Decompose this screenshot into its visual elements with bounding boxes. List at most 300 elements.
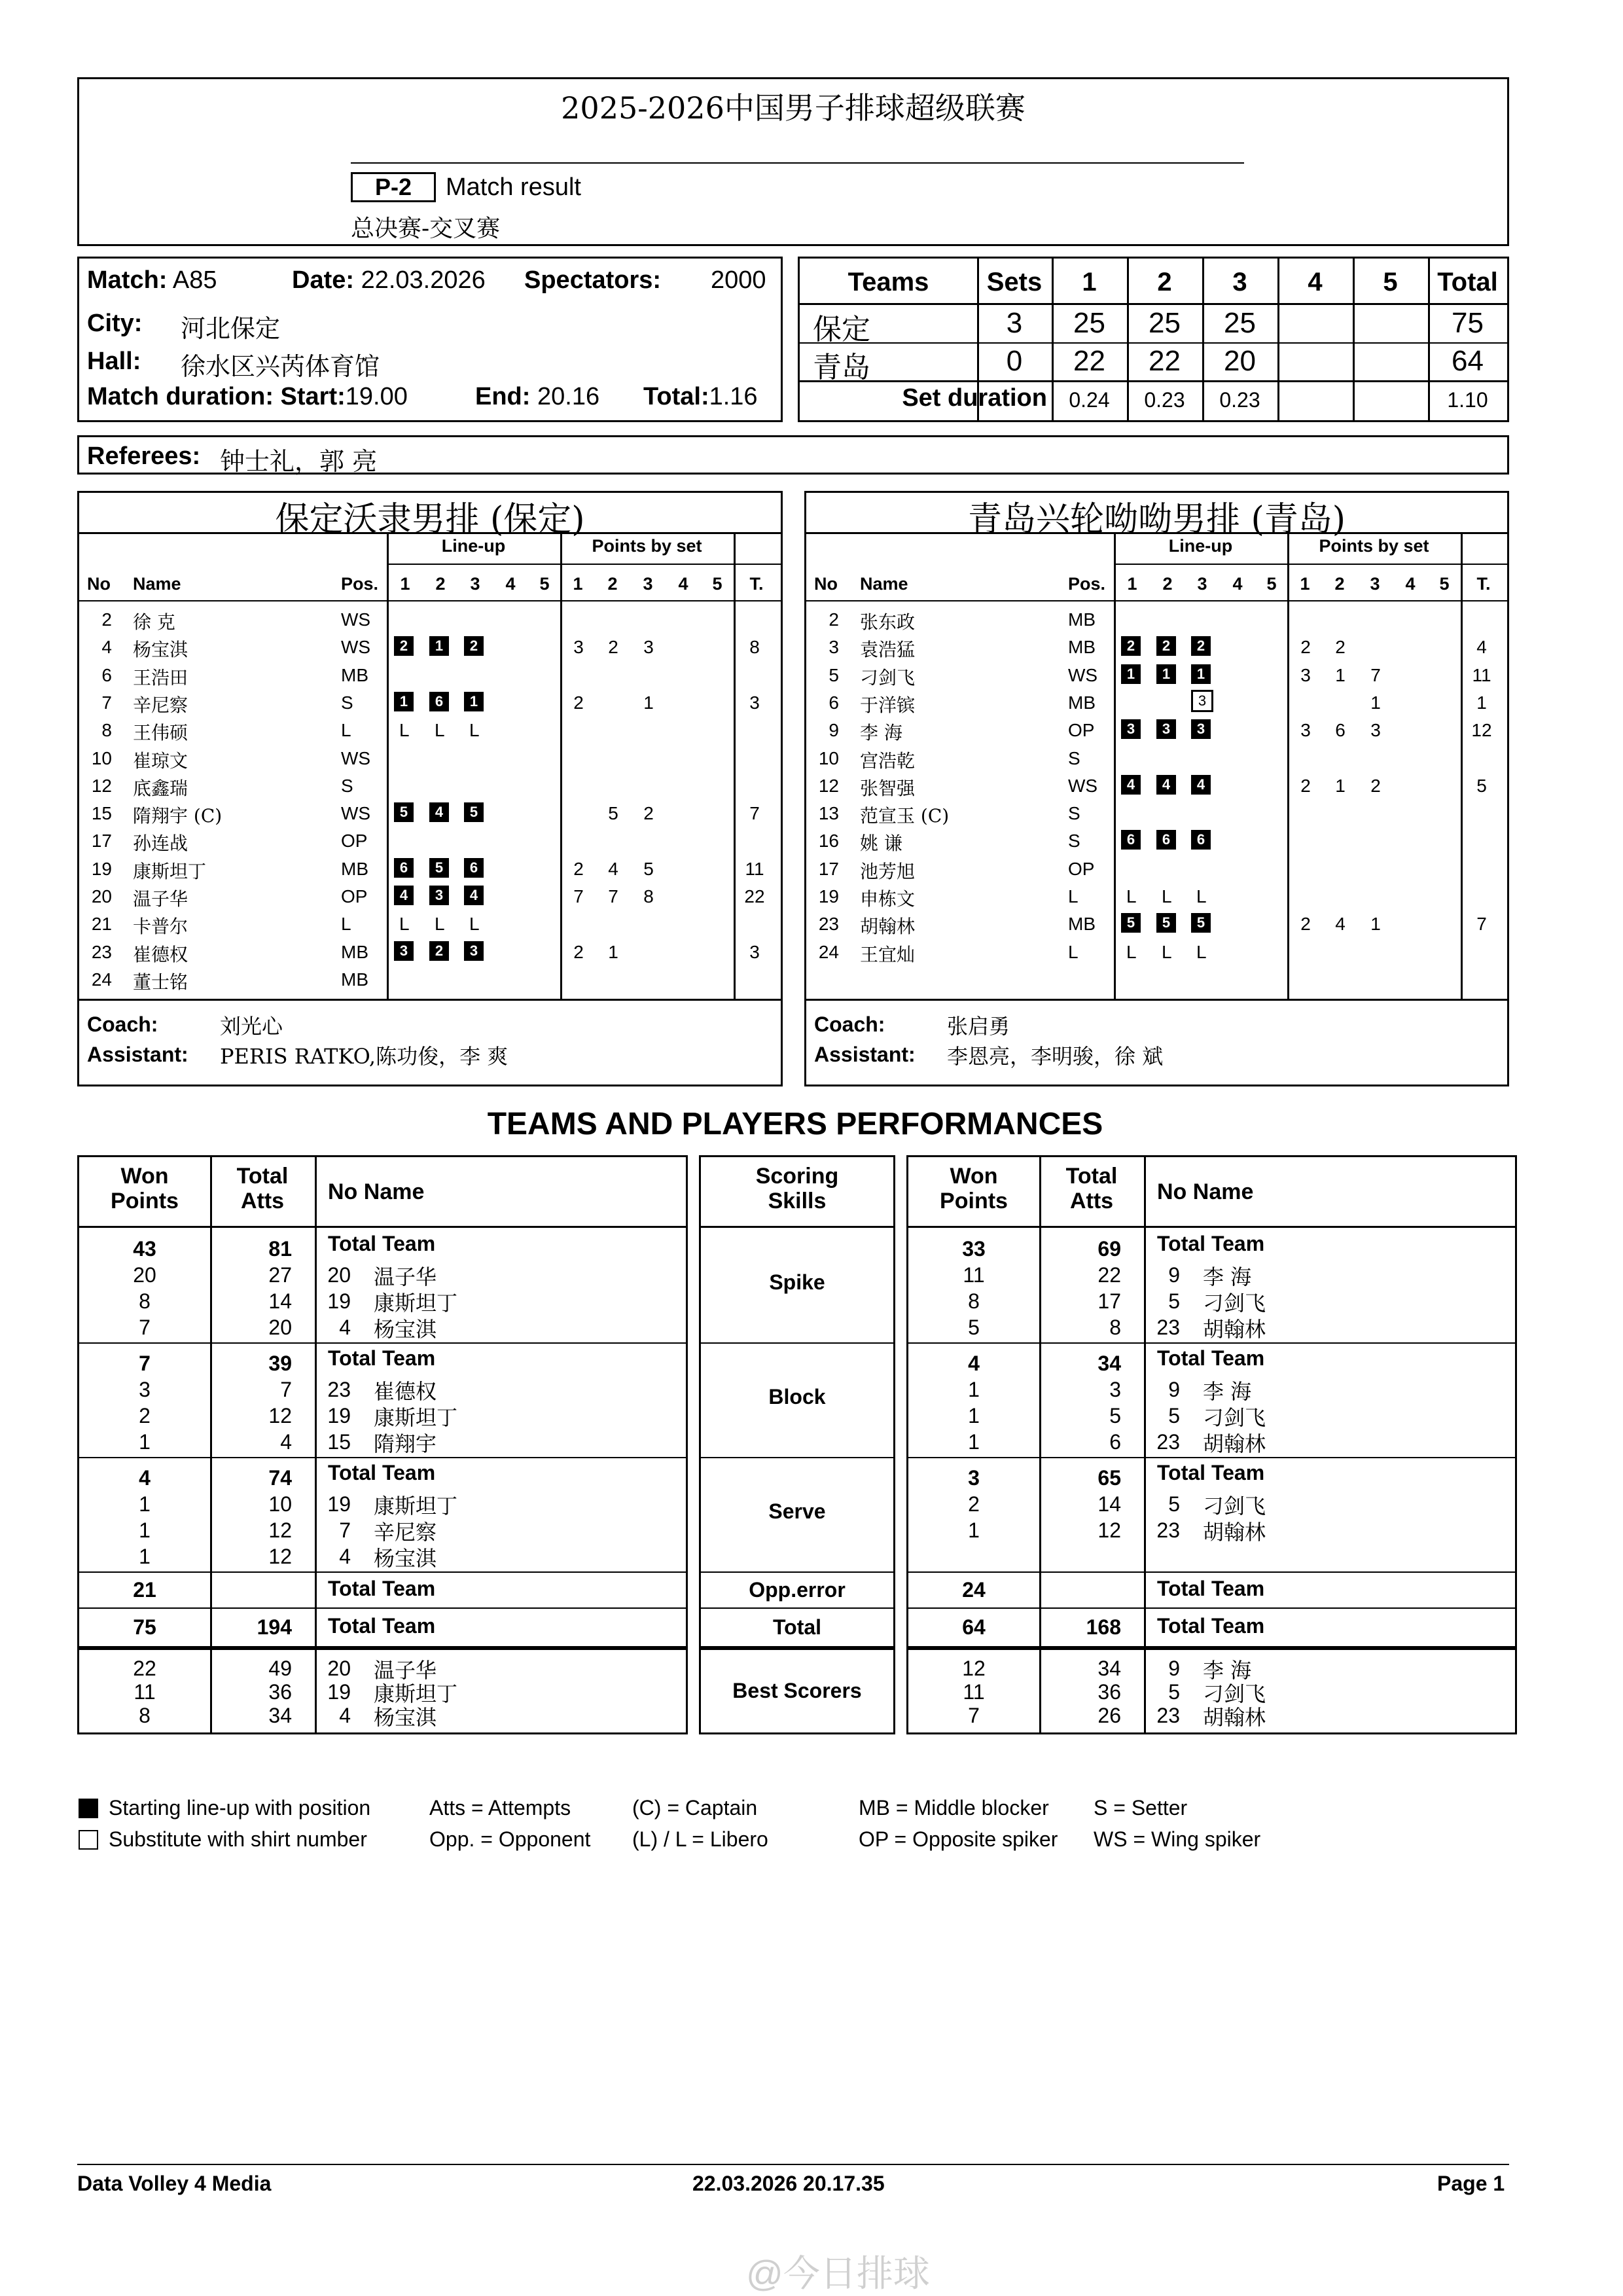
player-number: 5 bbox=[829, 664, 839, 685]
player-name: 徐 克 bbox=[133, 611, 175, 633]
player-number: 6 bbox=[101, 664, 112, 685]
header-box bbox=[77, 77, 1509, 246]
starting-position-box: 5 bbox=[429, 858, 449, 878]
starting-position-box: 1 bbox=[1121, 664, 1141, 684]
footer-software: Data Volley 4 Media bbox=[77, 2172, 272, 2195]
team-name: 保定沃隶男排 (保定) bbox=[275, 500, 585, 539]
skills-label: Skills bbox=[768, 1189, 827, 1213]
player-name: 刁剑飞 bbox=[1203, 1494, 1266, 1518]
player-position: OP bbox=[341, 831, 368, 852]
player-number: 9 bbox=[1168, 1378, 1180, 1401]
pts-set-1: 1 bbox=[1300, 574, 1310, 594]
total-attempts: 14 bbox=[268, 1289, 292, 1313]
player-total: 12 bbox=[1471, 720, 1492, 741]
set-points: 3 bbox=[573, 637, 584, 658]
score-header-0: Teams bbox=[847, 268, 929, 296]
score-header-2: 1 bbox=[1082, 268, 1097, 296]
score-header-7: Total bbox=[1437, 268, 1498, 296]
player-name: 孙连战 bbox=[133, 833, 188, 855]
player-position: WS bbox=[341, 803, 371, 824]
assistant-names: 李恩亮，李明骏，徐 斌 bbox=[947, 1044, 1164, 1069]
player-number: 16 bbox=[818, 831, 839, 852]
player-position: MB bbox=[1068, 637, 1096, 658]
score-cell-r0-c0: 保定 bbox=[813, 313, 870, 346]
player-name: 杨宝淇 bbox=[374, 1317, 437, 1342]
points-label: Points bbox=[940, 1189, 1008, 1213]
total-attempts: 22 bbox=[1097, 1263, 1121, 1287]
best-player-name: 康斯坦丁 bbox=[374, 1681, 458, 1706]
best-player-number: 20 bbox=[327, 1657, 351, 1680]
won-points: 1 bbox=[139, 1518, 151, 1542]
player-position: WS bbox=[1068, 775, 1098, 796]
player-number: 24 bbox=[818, 941, 839, 962]
total-attempts: 39 bbox=[268, 1352, 292, 1375]
player-number: 23 bbox=[1156, 1316, 1180, 1339]
total-atts-header bbox=[210, 1164, 315, 1213]
pts-set-4: 4 bbox=[1405, 574, 1416, 594]
player-name: 于洋镔 bbox=[860, 694, 916, 716]
starting-position-box: 6 bbox=[464, 858, 484, 878]
libero-mark: L bbox=[399, 914, 410, 935]
total-attempts: 74 bbox=[268, 1466, 292, 1490]
city-label: City: bbox=[87, 310, 143, 337]
player-number: 20 bbox=[327, 1263, 351, 1287]
best-player-number: 19 bbox=[327, 1680, 351, 1704]
player-total: 11 bbox=[745, 858, 764, 879]
won-points: 20 bbox=[133, 1263, 156, 1287]
score-header-3: 2 bbox=[1157, 268, 1172, 296]
player-position: L bbox=[1068, 886, 1079, 906]
total-team-label: Total Team bbox=[1157, 1461, 1265, 1484]
total-team-label: Total Team bbox=[328, 1461, 436, 1484]
starting-position-box: 2 bbox=[394, 636, 414, 656]
date-label: Date: bbox=[292, 266, 355, 294]
name-header: Name bbox=[133, 574, 181, 594]
set-points: 1 bbox=[643, 692, 654, 713]
scoring-label: Scoring bbox=[755, 1164, 839, 1189]
player-total: 7 bbox=[1476, 914, 1487, 935]
total-attempts: 6 bbox=[1109, 1430, 1121, 1454]
player-position: MB bbox=[341, 941, 368, 962]
won-points: 1 bbox=[968, 1430, 980, 1454]
pts-set-3: 3 bbox=[643, 574, 653, 594]
total-label: Total Team bbox=[1157, 1614, 1265, 1638]
footer-rule bbox=[77, 2164, 1509, 2165]
player-position: WS bbox=[341, 609, 371, 630]
no-header: No bbox=[814, 574, 838, 594]
footer-page: Page 1 bbox=[1437, 2172, 1505, 2195]
starting-position-box: 6 bbox=[1156, 830, 1176, 850]
team-name: 青岛兴轮呦呦男排 (青岛) bbox=[967, 500, 1346, 539]
pts-set-2: 2 bbox=[1334, 574, 1345, 594]
lineup-set-1: 1 bbox=[1127, 574, 1137, 594]
lineup-header: Line-up bbox=[441, 536, 506, 556]
set-points: 3 bbox=[1300, 664, 1311, 685]
match-label: Match: bbox=[87, 266, 168, 294]
substitute-swatch bbox=[79, 1830, 98, 1850]
match-number: A85 bbox=[172, 266, 217, 294]
player-name: 温子华 bbox=[133, 888, 188, 910]
player-position: S bbox=[1068, 803, 1080, 824]
best-attempts: 34 bbox=[268, 1704, 292, 1727]
player-position: OP bbox=[1068, 858, 1095, 879]
score-cell-r0-c3: 25 bbox=[1149, 307, 1181, 339]
player-name: 崔德权 bbox=[374, 1379, 437, 1404]
opp-error-points: 21 bbox=[133, 1578, 156, 1602]
total-attempts: 20 bbox=[268, 1316, 292, 1339]
total-attempts: 17 bbox=[1097, 1289, 1121, 1313]
starting-position-box: 1 bbox=[429, 636, 449, 656]
pos-header: Pos. bbox=[1068, 574, 1106, 594]
libero-mark: L bbox=[399, 720, 410, 741]
won-points: 5 bbox=[968, 1316, 980, 1339]
total-header: T. bbox=[1476, 574, 1491, 594]
start-time: 19.00 bbox=[345, 383, 408, 410]
libero-mark: L bbox=[1196, 941, 1207, 962]
assistant-label: Assistant: bbox=[814, 1043, 916, 1066]
spectators-label: Spectators: bbox=[524, 266, 662, 294]
won-points: 1 bbox=[968, 1518, 980, 1542]
player-total: 7 bbox=[749, 803, 760, 824]
player-number: 10 bbox=[818, 747, 839, 768]
legend-mb: MB = Middle blocker bbox=[859, 1796, 1049, 1820]
set-points: 2 bbox=[573, 858, 584, 879]
won-points: 7 bbox=[139, 1316, 151, 1339]
referees-box bbox=[77, 435, 1509, 475]
player-name: 刁剑飞 bbox=[1203, 1405, 1266, 1430]
lineup-set-3: 3 bbox=[470, 574, 480, 594]
player-total: 3 bbox=[749, 941, 760, 962]
won-points: 1 bbox=[968, 1378, 980, 1401]
watermark: @今日排球 bbox=[746, 2253, 930, 2294]
team-a-best-scorers bbox=[77, 1648, 688, 1734]
footer-timestamp: 22.03.2026 20.17.35 bbox=[692, 2172, 885, 2195]
player-number: 23 bbox=[1156, 1430, 1180, 1454]
player-number: 5 bbox=[1168, 1404, 1180, 1427]
total-attempts: 12 bbox=[268, 1545, 292, 1568]
total-atts-header bbox=[1039, 1164, 1144, 1213]
starting-position-box: 5 bbox=[1121, 913, 1141, 933]
player-name: 申栋文 bbox=[860, 888, 916, 910]
total-attempts: 4 bbox=[280, 1430, 292, 1454]
player-number: 7 bbox=[339, 1518, 351, 1542]
starting-position-box: 2 bbox=[464, 636, 484, 656]
set-points: 2 bbox=[1335, 637, 1346, 658]
player-number: 10 bbox=[91, 747, 112, 768]
player-total: 4 bbox=[1476, 637, 1487, 658]
coach-label: Coach: bbox=[814, 1013, 885, 1036]
starting-position-box: 4 bbox=[429, 802, 449, 822]
total-label: Total Team bbox=[328, 1614, 436, 1638]
hall-label: Hall: bbox=[87, 348, 141, 375]
player-number: 9 bbox=[829, 720, 839, 741]
best-attempts: 34 bbox=[1097, 1657, 1121, 1680]
best-player-number: 9 bbox=[1168, 1657, 1180, 1680]
atts-label: Atts bbox=[240, 1189, 285, 1213]
best-player-number: 23 bbox=[1156, 1704, 1180, 1727]
set-points: 2 bbox=[608, 637, 618, 658]
player-name: 李 海 bbox=[1203, 1379, 1252, 1404]
legend bbox=[77, 1795, 1517, 1860]
player-position: MB bbox=[1068, 692, 1096, 713]
total-attempts: 65 bbox=[1097, 1466, 1121, 1490]
won-points: 1 bbox=[139, 1492, 151, 1516]
lineup-set-5: 5 bbox=[539, 574, 550, 594]
lineup-header: Line-up bbox=[1168, 536, 1233, 556]
starting-position-box: 4 bbox=[1191, 775, 1211, 795]
best-points: 12 bbox=[962, 1657, 986, 1680]
player-name: 杨宝淇 bbox=[133, 639, 188, 661]
player-name: 王宜灿 bbox=[860, 943, 916, 965]
player-name: 董士铭 bbox=[133, 971, 188, 993]
set-points: 3 bbox=[1370, 720, 1381, 741]
player-position: L bbox=[1068, 941, 1079, 962]
best-scorers-label-box bbox=[699, 1648, 895, 1734]
legend-op: OP = Opposite spiker bbox=[859, 1827, 1058, 1851]
set-points: 2 bbox=[1370, 775, 1381, 796]
hall-value: 徐水区兴芮体育馆 bbox=[181, 352, 380, 381]
total-attempts: 12 bbox=[1097, 1518, 1121, 1542]
set-points: 3 bbox=[643, 637, 654, 658]
player-number: 2 bbox=[829, 609, 839, 630]
won-points-header bbox=[79, 1164, 210, 1213]
won-points: 8 bbox=[968, 1289, 980, 1313]
starting-position-box: 1 bbox=[1156, 664, 1176, 684]
total-attempts: 81 bbox=[268, 1237, 292, 1261]
starting-position-box: 4 bbox=[464, 886, 484, 905]
player-position: MB bbox=[1068, 609, 1096, 630]
set-points: 5 bbox=[643, 858, 654, 879]
won-label: Won bbox=[120, 1164, 169, 1189]
player-total: 8 bbox=[749, 637, 760, 658]
starting-position-box: 3 bbox=[464, 941, 484, 961]
legend-ws: WS = Wing spiker bbox=[1094, 1827, 1261, 1851]
set-points: 1 bbox=[1335, 664, 1346, 685]
player-number: 23 bbox=[327, 1378, 351, 1401]
legend-starting: Starting line-up with position bbox=[109, 1796, 371, 1820]
score-cell-r1-c3: 22 bbox=[1149, 345, 1181, 377]
player-name: 袁浩猛 bbox=[860, 639, 916, 661]
total-attempts: 168 bbox=[1086, 1615, 1121, 1639]
player-name: 辛尼察 bbox=[133, 694, 188, 716]
libero-mark: L bbox=[435, 914, 445, 935]
starting-position-box: 1 bbox=[464, 692, 484, 711]
coach-label: Coach: bbox=[87, 1013, 158, 1036]
score-header-1: Sets bbox=[986, 268, 1043, 296]
player-name: 王伟硕 bbox=[133, 722, 188, 744]
player-name: 张东政 bbox=[860, 611, 916, 633]
starting-lineup-swatch bbox=[79, 1799, 98, 1818]
player-position: L bbox=[341, 914, 351, 935]
total-time: 1.16 bbox=[709, 383, 758, 410]
libero-mark: L bbox=[1162, 941, 1172, 962]
score-header-6: 5 bbox=[1383, 268, 1398, 296]
spectators-count: 2000 bbox=[711, 266, 766, 294]
team-b-performance bbox=[906, 1155, 1517, 1648]
starting-position-box: 5 bbox=[464, 802, 484, 822]
starting-position-box: 5 bbox=[394, 802, 414, 822]
title-rule bbox=[351, 162, 1244, 164]
best-player-name: 温子华 bbox=[374, 1658, 437, 1683]
starting-position-box: 2 bbox=[1156, 636, 1176, 656]
points-by-set-header: Points by set bbox=[1319, 536, 1429, 556]
starting-position-box: 3 bbox=[1121, 719, 1141, 739]
player-name: 胡翰林 bbox=[1203, 1317, 1266, 1342]
duration-label: Match duration: bbox=[87, 383, 274, 410]
player-position: OP bbox=[1068, 720, 1095, 741]
player-number: 19 bbox=[327, 1404, 351, 1427]
player-number: 15 bbox=[327, 1430, 351, 1454]
best-player-name: 胡翰林 bbox=[1203, 1705, 1266, 1730]
doc-code: P-2 bbox=[351, 172, 436, 202]
match-phase: 总决赛-交叉赛 bbox=[351, 215, 501, 242]
libero-mark: L bbox=[435, 720, 445, 741]
player-number: 2 bbox=[101, 609, 112, 630]
end-time: 20.16 bbox=[537, 383, 600, 410]
total-skill: Total bbox=[772, 1615, 822, 1639]
player-name: 刁剑飞 bbox=[860, 666, 916, 689]
score-cell-r1-c1: 0 bbox=[1006, 345, 1023, 377]
set-points: 2 bbox=[1300, 775, 1311, 796]
score-box bbox=[798, 257, 1509, 422]
best-attempts: 26 bbox=[1097, 1704, 1121, 1727]
pts-set-2: 2 bbox=[607, 574, 618, 594]
total-attempts: 8 bbox=[1109, 1316, 1121, 1339]
player-number: 24 bbox=[91, 969, 112, 990]
player-number: 19 bbox=[327, 1492, 351, 1516]
won-points-header bbox=[908, 1164, 1039, 1213]
player-position: L bbox=[341, 720, 351, 741]
score-header-5: 4 bbox=[1308, 268, 1323, 296]
player-name: 隋翔宇 bbox=[374, 1431, 437, 1456]
player-number: 4 bbox=[101, 637, 112, 658]
total-attempts: 69 bbox=[1097, 1237, 1121, 1261]
libero-mark: L bbox=[469, 720, 480, 741]
player-number: 8 bbox=[101, 720, 112, 741]
legend-captain: (C) = Captain bbox=[632, 1796, 758, 1820]
best-points: 7 bbox=[968, 1704, 980, 1727]
total-points: 75 bbox=[133, 1615, 156, 1639]
scoring-skills-column bbox=[699, 1155, 895, 1648]
total-attempts: 10 bbox=[268, 1492, 292, 1516]
starting-position-box: 3 bbox=[429, 886, 449, 905]
total-team-label: Total Team bbox=[328, 1232, 436, 1255]
assistant-names: PERIS RATKO,陈功俊，李 爽 bbox=[220, 1044, 508, 1069]
player-name: 姚 谦 bbox=[860, 833, 902, 855]
player-number: 23 bbox=[1156, 1518, 1180, 1542]
starting-position-box: 5 bbox=[1156, 913, 1176, 933]
player-name: 康斯坦丁 bbox=[374, 1291, 458, 1316]
referees-label: Referees: bbox=[87, 442, 201, 470]
player-total: 5 bbox=[1476, 775, 1487, 796]
player-total: 11 bbox=[1472, 664, 1491, 685]
pts-set-5: 5 bbox=[712, 574, 722, 594]
won-points: 33 bbox=[962, 1237, 986, 1261]
player-position: MB bbox=[1068, 914, 1096, 935]
total-label: Total bbox=[1065, 1164, 1118, 1189]
substitute-box: 3 bbox=[1191, 690, 1213, 712]
player-position: S bbox=[341, 692, 353, 713]
set-points: 6 bbox=[1335, 720, 1346, 741]
points-by-set-header: Points by set bbox=[592, 536, 702, 556]
no-name-header: No Name bbox=[1157, 1179, 1254, 1204]
points-label: Points bbox=[111, 1189, 179, 1213]
skill-name-spike: Spike bbox=[769, 1270, 825, 1294]
score-cell-r1-c0: 青岛 bbox=[813, 351, 870, 384]
lineup-set-4: 4 bbox=[1232, 574, 1243, 594]
lineup-set-3: 3 bbox=[1197, 574, 1207, 594]
player-position: WS bbox=[341, 747, 371, 768]
total-label: Total: bbox=[643, 383, 709, 410]
player-position: WS bbox=[341, 637, 371, 658]
player-total: 1 bbox=[1476, 692, 1487, 713]
starting-position-box: 4 bbox=[1156, 775, 1176, 795]
legend-libero: (L) / L = Libero bbox=[632, 1827, 768, 1851]
player-total: 3 bbox=[749, 692, 760, 713]
score-cell-r0-c7: 75 bbox=[1452, 307, 1484, 339]
starting-position-box: 5 bbox=[1191, 913, 1211, 933]
scoring-skills-header bbox=[701, 1164, 893, 1213]
won-points: 3 bbox=[139, 1378, 151, 1401]
player-total: 22 bbox=[744, 886, 765, 906]
player-number: 3 bbox=[829, 637, 839, 658]
best-player-name: 李 海 bbox=[1203, 1658, 1252, 1683]
won-points: 7 bbox=[139, 1352, 151, 1375]
set-points: 5 bbox=[608, 803, 618, 824]
player-position: S bbox=[1068, 831, 1080, 852]
player-number: 5 bbox=[1168, 1289, 1180, 1313]
no-name-header: No Name bbox=[328, 1179, 425, 1204]
lineup-set-4: 4 bbox=[505, 574, 516, 594]
set-points: 3 bbox=[1300, 720, 1311, 741]
player-name: 王浩田 bbox=[133, 666, 188, 689]
player-number: 23 bbox=[91, 941, 112, 962]
won-points: 11 bbox=[963, 1263, 985, 1287]
won-points: 1 bbox=[139, 1545, 151, 1568]
opp-error-skill: Opp.error bbox=[749, 1578, 846, 1602]
player-number: 21 bbox=[91, 914, 112, 935]
legend-atts: Atts = Attempts bbox=[429, 1796, 571, 1820]
team-a-roster bbox=[77, 491, 783, 1086]
total-attempts: 5 bbox=[1109, 1404, 1121, 1427]
total-team-label: Total Team bbox=[328, 1346, 436, 1370]
player-number: 5 bbox=[1168, 1492, 1180, 1516]
coach-name: 张启勇 bbox=[947, 1014, 1010, 1039]
best-player-name: 刁剑飞 bbox=[1203, 1681, 1266, 1706]
player-position: S bbox=[341, 775, 353, 796]
starting-position-box: 6 bbox=[394, 858, 414, 878]
best-player-number: 4 bbox=[339, 1704, 351, 1727]
player-name: 温子华 bbox=[374, 1265, 437, 1289]
player-position: WS bbox=[1068, 664, 1098, 685]
set-duration-label: Set duration bbox=[902, 384, 1047, 412]
player-number: 23 bbox=[818, 914, 839, 935]
won-label: Won bbox=[950, 1164, 998, 1189]
starting-position-box: 2 bbox=[1191, 636, 1211, 656]
player-number: 20 bbox=[91, 886, 112, 906]
won-points: 43 bbox=[133, 1237, 156, 1261]
total-header: T. bbox=[749, 574, 764, 594]
score-cell-r1-c2: 22 bbox=[1073, 345, 1105, 377]
starting-position-box: 3 bbox=[1191, 719, 1211, 739]
player-number: 6 bbox=[829, 692, 839, 713]
libero-mark: L bbox=[1162, 886, 1172, 906]
player-number: 7 bbox=[101, 692, 112, 713]
player-position: S bbox=[1068, 747, 1080, 768]
name-header: Name bbox=[860, 574, 908, 594]
starting-position-box: 4 bbox=[394, 886, 414, 905]
set-duration-0: 0.24 bbox=[1069, 388, 1110, 412]
